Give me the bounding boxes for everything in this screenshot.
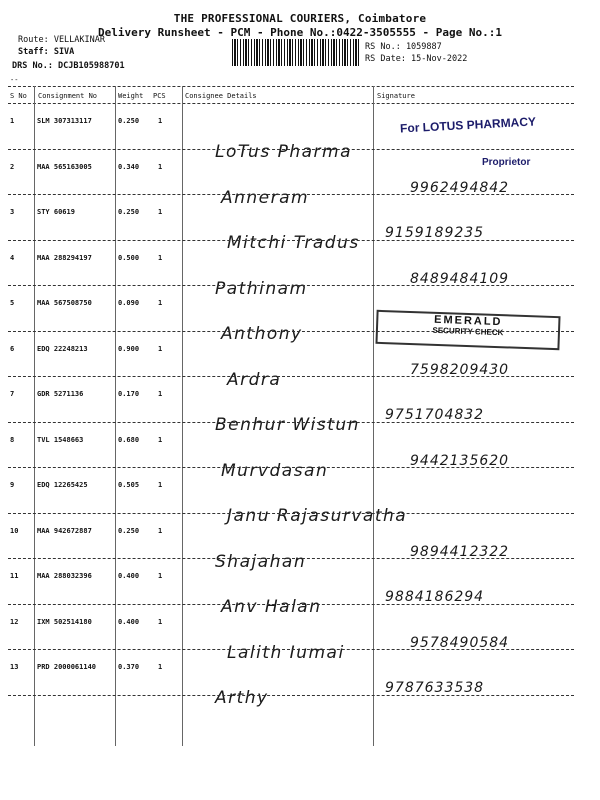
row-signature-phone: 9962494842 (410, 179, 510, 196)
row-consignment: EDQ 22248213 (37, 344, 88, 353)
col-divider (373, 86, 374, 746)
row-signature-phone: 9884186294 (385, 589, 485, 605)
row-pcs: 1 (158, 208, 163, 216)
col-divider (115, 86, 116, 746)
row-pcs: 1 (158, 162, 163, 171)
emerald-stamp-subtitle: SECURITY CHECK (432, 325, 504, 338)
row-consignee: Ardra (227, 369, 282, 390)
row-divider (8, 649, 574, 650)
drs-number: DRS No.: DCJB105988701 (12, 61, 125, 71)
row-pcs: 1 (158, 526, 163, 535)
row-consignee: Murvdasan (221, 460, 329, 481)
row-consignment: MAA 288294197 (37, 253, 92, 262)
row-consignment: PRD 2000061140 (37, 663, 97, 671)
row-pcs: 1 (158, 435, 163, 444)
row-sno: 10 (10, 526, 19, 535)
col-divider (182, 86, 183, 746)
row-divider (8, 422, 574, 423)
col-header-pcs: PCS (153, 92, 166, 100)
row-weight: 0.505 (118, 481, 140, 489)
rs-date: RS Date: 15-Nov-2022 (365, 54, 468, 64)
row-consignee: Mitchi Tradus (227, 233, 360, 253)
row-signature-phone: 9751704832 (385, 407, 485, 423)
route-label: Route: VELLAKINAR (18, 35, 105, 45)
row-consignee: LoTus Pharma (215, 142, 352, 162)
row-weight: 0.250 (118, 526, 140, 535)
col-header-sno: S No (10, 92, 27, 100)
row-divider (8, 695, 574, 696)
row-sno: 4 (10, 253, 15, 262)
table-top-rule (8, 86, 574, 87)
row-consignment: MAA 565163005 (37, 162, 92, 171)
row-consignment: MAA 567508750 (37, 299, 92, 307)
rs-number: RS No.: 1059887 (365, 42, 442, 52)
row-divider (8, 194, 574, 195)
runsheet-subtitle: Delivery Runsheet - PCM - Phone No.:0422-3505555 - Page No.:1 (98, 26, 502, 39)
row-weight: 0.400 (118, 617, 140, 626)
row-weight: 0.900 (118, 344, 140, 353)
row-signature-phone: 9442135620 (410, 452, 510, 469)
row-weight: 0.400 (118, 572, 140, 580)
row-consignment: MAA 288032396 (37, 572, 92, 580)
col-header-consignment: Consignment No (38, 92, 98, 100)
row-pcs: 1 (158, 572, 163, 580)
row-sno: 1 (10, 117, 15, 125)
header-rule (8, 103, 574, 104)
row-weight: 0.170 (118, 390, 140, 398)
row-weight: 0.340 (118, 162, 140, 171)
row-consignment: STY 60619 (37, 208, 75, 216)
row-divider (8, 604, 574, 605)
row-weight: 0.250 (118, 117, 140, 125)
row-consignee: Lalith Iumai (227, 642, 345, 663)
row-consignee: Shajahan (215, 551, 307, 572)
row-signature-phone: 9894412322 (410, 543, 510, 560)
row-consignment: MAA 942672887 (37, 526, 92, 535)
company-title: THE PROFESSIONAL COURIERS, Coimbatore (173, 12, 427, 25)
row-sno: 2 (10, 162, 15, 171)
row-divider (8, 149, 574, 150)
row-sno: 12 (10, 617, 19, 626)
row-divider (8, 513, 574, 514)
row-divider (8, 240, 574, 241)
row-divider (8, 376, 574, 377)
row-sno: 9 (10, 481, 15, 489)
emerald-stamp-title: EMERALD (433, 313, 503, 329)
row-signature-phone: 7598209430 (410, 361, 510, 378)
row-divider (8, 467, 574, 468)
col-header-signature: Signature (377, 92, 415, 100)
row-sno: 11 (10, 572, 19, 580)
row-weight: 0.370 (118, 663, 140, 671)
row-sno: 13 (10, 663, 19, 671)
row-consignee: Janu Rajasurvatha (227, 506, 408, 526)
row-consignment: IXM 502514180 (37, 617, 92, 626)
row-signature-phone: 9159189235 (385, 225, 485, 241)
row-weight: 0.090 (118, 299, 140, 307)
proprietor-stamp: Proprietor (482, 157, 531, 168)
row-signature-phone: 8489484109 (410, 270, 510, 287)
row-pcs: 1 (158, 390, 163, 398)
emerald-stamp (375, 310, 560, 350)
row-pcs: 1 (158, 117, 163, 125)
row-pcs: 1 (158, 299, 163, 307)
staff-label: Staff: SIVA (18, 47, 75, 57)
row-divider (8, 558, 574, 559)
row-consignee: Pathinam (215, 278, 308, 299)
row-pcs: 1 (158, 481, 163, 489)
row-signature-phone: 9578490584 (410, 634, 510, 651)
col-header-details: Consignee Details (185, 92, 257, 100)
row-sno: 7 (10, 390, 15, 398)
row-sno: 5 (10, 299, 15, 307)
dash-mark: -- (10, 76, 19, 84)
row-consignee: Benhur Wistun (215, 415, 360, 435)
row-weight: 0.680 (118, 435, 140, 444)
row-pcs: 1 (158, 663, 163, 671)
barcode (232, 39, 360, 66)
row-weight: 0.500 (118, 253, 140, 262)
row-divider (8, 285, 574, 286)
row-sno: 6 (10, 344, 15, 353)
row-pcs: 1 (158, 253, 163, 262)
row-pcs: 1 (158, 617, 163, 626)
row-pcs: 1 (158, 344, 163, 353)
row-weight: 0.250 (118, 208, 140, 216)
row-consignee: Anthony (221, 324, 303, 344)
col-header-weight: Weight (118, 92, 144, 100)
col-divider (34, 86, 35, 746)
row-consignment: EDQ 12265425 (37, 481, 88, 489)
row-consignee: Anv Halan (221, 597, 322, 617)
lotus-pharmacy-stamp: For LOTUS PHARMACY (399, 114, 537, 136)
row-consignment: SLM 307313117 (37, 117, 92, 125)
row-sno: 8 (10, 435, 15, 444)
row-consignee: Anneram (221, 187, 310, 208)
row-consignee: Arthy (215, 688, 269, 708)
row-signature-phone: 9787633538 (385, 680, 485, 696)
row-consignment: TVL 1548663 (37, 435, 84, 444)
row-sno: 3 (10, 208, 15, 216)
row-consignment: GDR 5271136 (37, 390, 84, 398)
